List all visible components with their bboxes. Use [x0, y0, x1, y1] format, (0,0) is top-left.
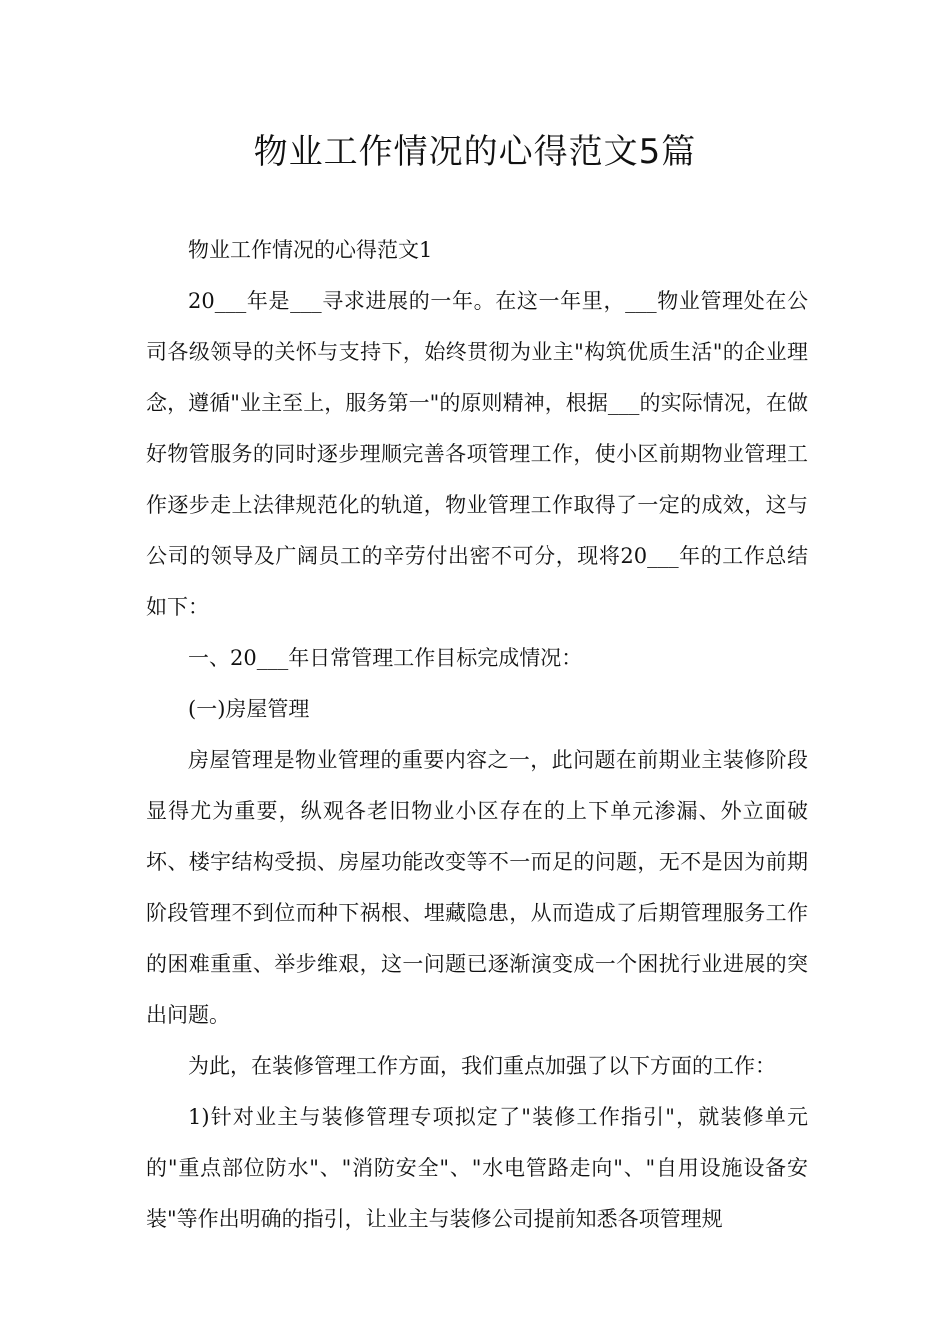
section-heading-goals: 一、20___年日常管理工作目标完成情况：: [188, 646, 583, 670]
document-body: [146, 225, 808, 1245]
paragraph-renovation-item-1: 1)针对业主与装修管理专项拟定了"装修工作指引"，就装修单元的"重点部位防水"、"消防安全"、"水电管路走向"、"自用设施设备安装"等作出明确的指引，让业主与装修公司提前知悉各项管理规: [146, 1105, 808, 1231]
paragraph-renovation-intro: 为此，在装修管理工作方面，我们重点加强了以下方面的工作：: [188, 1054, 776, 1078]
subsection-heading-housing: (一)房屋管理: [188, 697, 310, 721]
document-title: 物业工作情况的心得范文5篇: [253, 132, 697, 172]
paragraph-housing: 房屋管理是物业管理的重要内容之一，此问题在前期业主装修阶段显得尤为重要，纵观各老旧物业小区存在的上下单元渗漏、外立面破坏、楼宇结构受损、房屋功能改变等不一而足的问题，无不是因为前期阶段管理不到位而种下祸根、埋藏隐患，从而造成了后期管理服务工作的困难重重、举步维艰，这一问题已逐渐演变成一个困扰行业进展的突出问题。: [146, 748, 808, 1027]
section-heading-1: 物业工作情况的心得范文1: [188, 238, 433, 262]
paragraph-intro: 20___年是___寻求进展的一年。在这一年里，___物业管理处在公司各级领导的关怀与支持下，始终贯彻为业主"构筑优质生活"的企业理念，遵循"业主至上，服务第一"的原则精神，根据___的实际情况，在做好物管服务的同时逐步理顺完善各项管理工作，使小区前期物业管理工作逐步走上法律规范化的轨道，物业管理工作取得了一定的成效，这与公司的领导及广阔员工的辛劳付出密不可分，现将20___年的工作总结如下：: [146, 289, 808, 619]
